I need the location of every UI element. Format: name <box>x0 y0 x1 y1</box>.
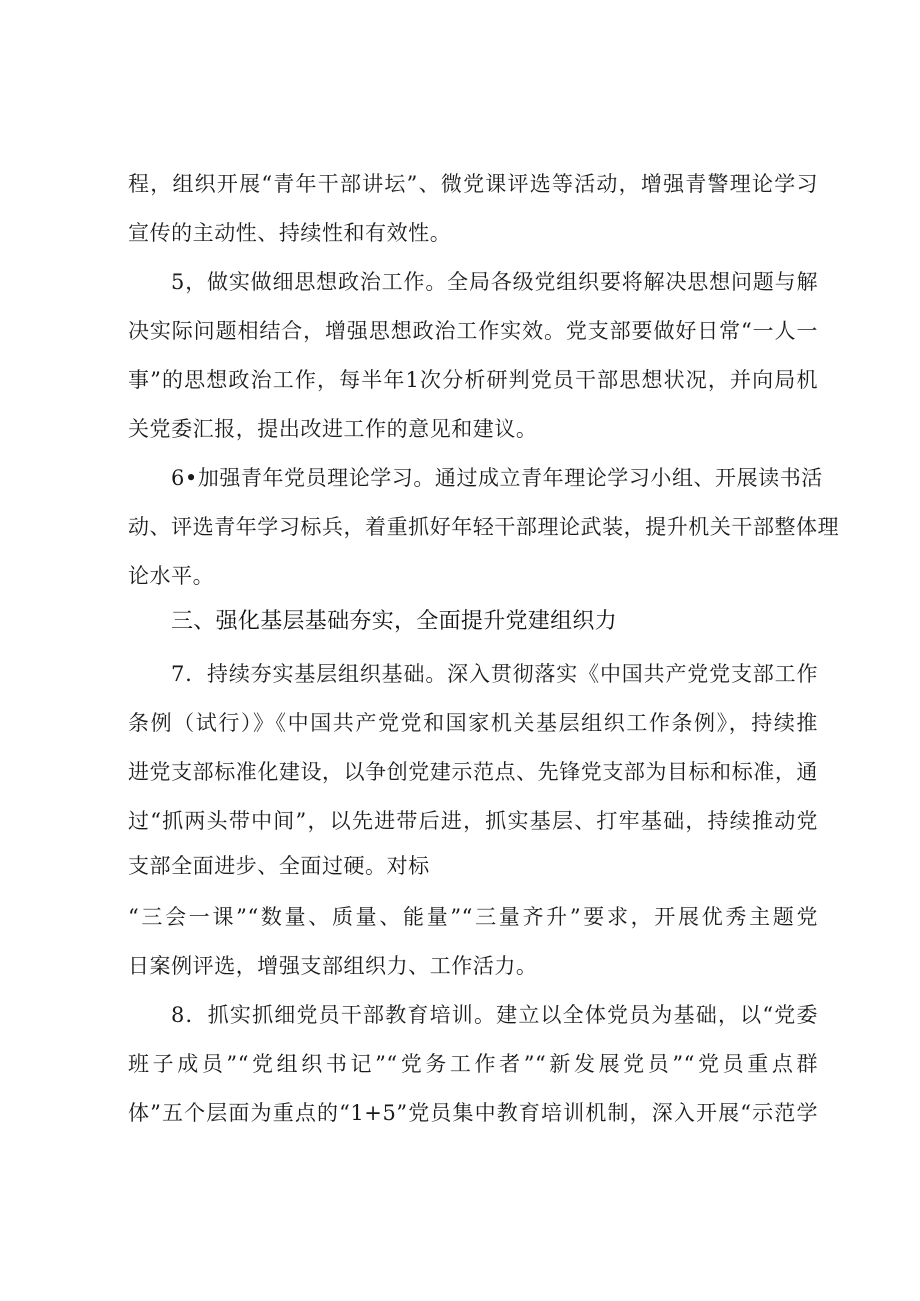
paragraph-line: 条例（试行）》《中国共产党党和国家机关基层组织工作条例》，持续推 <box>128 711 818 735</box>
paragraph-line: 程，组织开展“青年干部讲坛”、微党课评选等活动，增强青警理论学习 <box>128 172 818 196</box>
paragraph-line: 支部全面进步、全面过硬。对标 <box>128 854 430 878</box>
paragraph-line: 5，做实做细思想政治工作。全局各级党组织要将解决思想问题与解 <box>171 270 818 294</box>
paragraph-line: 班子成员”“党组织书记”“党务工作者”“新发展党员”“党员重点群 <box>128 1052 818 1076</box>
paragraph-line: 日案例评选，增强支部组织力、工作活力。 <box>128 954 538 978</box>
paragraph-line: 论水平。 <box>128 564 215 588</box>
paragraph-line: 进党支部标准化建设，以争创党建示范点、先锋党支部为目标和标准，通 <box>128 760 818 784</box>
paragraph-line: 6•加强青年党员理论学习。通过成立青年理论学习小组、开展读书活 <box>171 466 823 490</box>
paragraph-line: 8．抓实抓细党员干部教育培训。建立以全体党员为基础，以“党委 <box>171 1003 818 1027</box>
paragraph-line: 过“抓两头带中间”，以先进带后进，抓实基层、打牢基础，持续推动党 <box>128 809 818 833</box>
section-heading: 三、强化基层基础夯实，全面提升党建组织力 <box>171 609 618 634</box>
paragraph-line: 宣传的主动性、持续性和有效性。 <box>128 221 452 245</box>
paragraph-line: 动、评选青年学习标兵，着重抓好年轻干部理论武装，提升机关干部整体理 <box>128 515 840 539</box>
paragraph-line: 决实际问题相结合，增强思想政治工作实效。党支部要做好日常“一人一 <box>128 319 818 343</box>
paragraph-line: 体”五个层面为重点的“1+5”党员集中教育培训机制，深入开展“示范学 <box>128 1101 818 1125</box>
paragraph-line: “三会一课”“数量、质量、能量”“三量齐升”要求，开展优秀主题党 <box>128 905 818 929</box>
paragraph-line: 7．持续夯实基层组织基础。深入贯彻落实《中国共产党党支部工作 <box>171 662 818 686</box>
paragraph-line: 事”的思想政治工作，每半年1次分析研判党员干部思想状况，并向局机 <box>128 368 818 392</box>
paragraph-line: 关党委汇报，提出改进工作的意见和建议。 <box>128 417 538 441</box>
